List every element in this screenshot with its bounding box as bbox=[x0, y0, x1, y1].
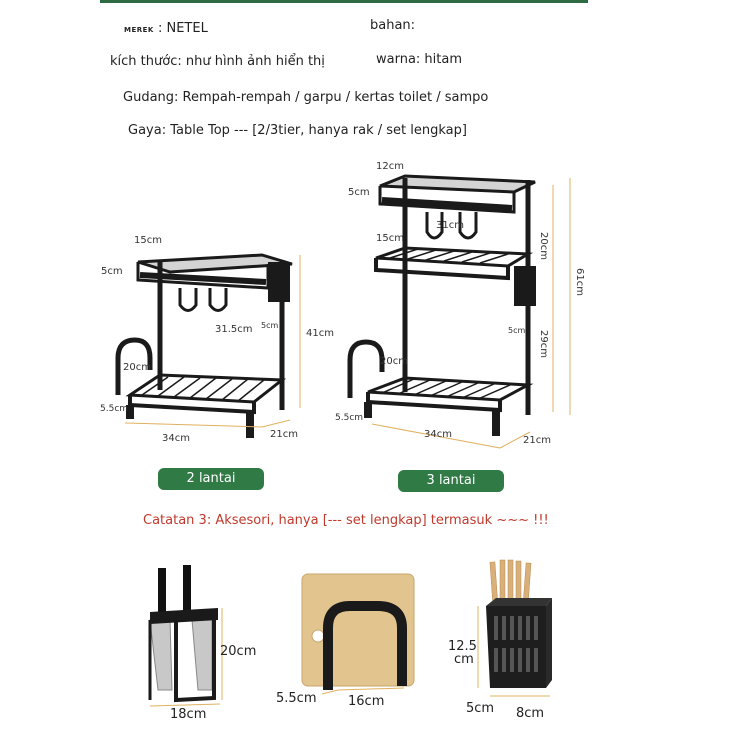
rack3-dim-gap-lower: 29cm bbox=[538, 330, 549, 358]
rack3-dim-foot: 5.5cm bbox=[335, 413, 364, 423]
rack3-dim-width: 34cm bbox=[424, 429, 452, 440]
board-dim-width: 16cm bbox=[348, 694, 385, 709]
brand-label: MEREK bbox=[124, 26, 154, 34]
rack2-dim-side: 20cm bbox=[123, 362, 151, 373]
color-text: warna: hitam bbox=[376, 52, 463, 67]
rack3-dim-mid-width: 15cm bbox=[376, 233, 404, 244]
rack3-dim-side: 20cm bbox=[380, 356, 408, 367]
rack3-dim-depth: 21cm bbox=[523, 435, 551, 446]
knife-dim-width: 18cm bbox=[170, 707, 207, 722]
knife-holder-illustration bbox=[150, 565, 218, 700]
brand-value: : NETEL bbox=[157, 21, 208, 36]
rack3-dim-gap-upper: 20cm bbox=[538, 232, 549, 260]
cup-dim-height-number: 12.5 bbox=[448, 639, 477, 654]
style-text: Gaya: Table Top --- [2/3tier, hanya rak / set lengkap] bbox=[128, 123, 467, 138]
board-holder-illustration bbox=[302, 574, 414, 690]
cup-dim-width: 8cm bbox=[516, 706, 545, 721]
rack2-dim-foot: 5.5cm bbox=[100, 404, 129, 414]
rack-2-tier bbox=[118, 255, 292, 438]
cup-dim-height-unit: cm bbox=[454, 652, 474, 667]
rack3-dim-holder: 5cm bbox=[508, 326, 526, 335]
material-text: bahan: bbox=[370, 18, 416, 33]
rack2-dim-top-width: 15cm bbox=[134, 235, 162, 246]
rack2-dim-holder: 5cm bbox=[261, 321, 279, 330]
rack2-dim-depth-top: 5cm bbox=[101, 266, 123, 277]
label-2-tier: 2 lantai bbox=[158, 468, 264, 490]
rack2-dim-depth: 21cm bbox=[270, 429, 298, 440]
rack3-dim-length: 31cm bbox=[436, 220, 464, 231]
utensil-cup-illustration bbox=[486, 560, 552, 688]
rack3-dim-top-width: 12cm bbox=[376, 161, 404, 172]
accessory-note: Catatan 3: Aksesori, hanya [--- set lengkap] termasuk ~~~ !!! bbox=[143, 513, 549, 528]
rack3-dim-depth-top: 5cm bbox=[348, 187, 370, 198]
rack2-dim-width: 34cm bbox=[162, 433, 190, 444]
storage-text: Gudang: Rempah-rempah / garpu / kertas toilet / sampo bbox=[123, 90, 489, 105]
knife-dim-height: 20cm bbox=[220, 644, 257, 659]
size-text: kích thước: như hình ảnh hiển thị bbox=[110, 54, 325, 69]
label-3-tier: 3 lantai bbox=[398, 470, 504, 492]
rack3-dim-total: 61cm bbox=[574, 268, 585, 296]
cup-dim-depth: 5cm bbox=[466, 701, 495, 716]
rack-3-tier bbox=[350, 176, 536, 436]
rack2-dim-height: 41cm bbox=[306, 328, 334, 339]
rack2-dim-length: 31.5cm bbox=[215, 324, 253, 335]
board-dim-depth: 5.5cm bbox=[276, 691, 317, 706]
